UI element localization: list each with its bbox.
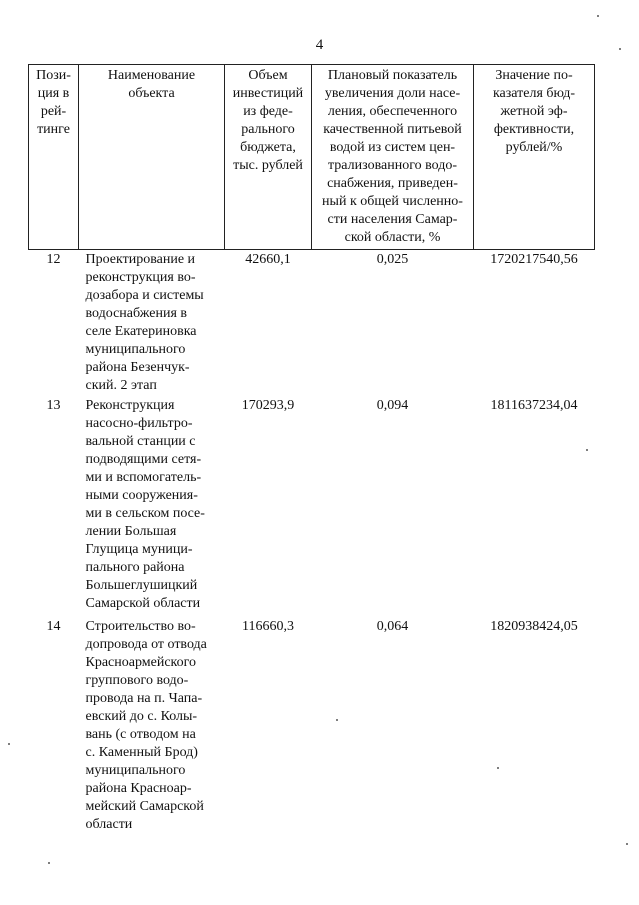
header-position: Пози- ция в рей- тинге [29,65,79,250]
scan-speck [597,15,599,17]
scan-speck [336,719,338,721]
header-efficiency: Значение по- казателя бюд- жетной эф- фективности, рублей/% [474,65,595,250]
rating-table [28,64,595,835]
header-indicator: Плановый показатель увеличения доли насе- ления, обеспеченного качественной питьевой водой из систем цен- трализованного водо- снабжения, приведен- ный к общей численно- сти населения Самар- ской области, % [312,65,474,250]
row-efficiency: 1720217540,56 [490,252,578,267]
table-row [29,250,595,397]
scan-speck [586,449,588,451]
scan-speck [48,862,50,864]
scan-speck [497,767,499,769]
row-position: 13 [46,398,61,413]
row-investment: 170293,9 [241,398,295,413]
row-indicator: 0,094 [376,398,409,413]
header-investment: Объем инвестиций из феде- рального бюджета, тыс. рублей [225,65,312,250]
row-position: 12 [46,252,61,267]
row-object-name: Реконструкция насосно-фильтро- вальной станции с подводящими сетя- ми и вспомогатель- ными сооружения- ми в сельском посе- лении Большая Глущица муници- пального района Большеглушицкий Самарской области [85,398,205,611]
page-number: 4 [315,37,324,53]
row-object-name: Проектирование и реконструкция во- дозабора и системы водоснабжения в селе Екатериновка муниципального района Безенчук- ский. 2 этап [85,252,204,393]
row-position: 14 [46,619,61,634]
row-indicator: 0,064 [376,619,409,634]
row-investment: 116660,3 [242,619,294,634]
scan-speck [619,48,621,50]
table-header-row [29,65,595,250]
row-efficiency: 1811637234,04 [490,398,578,413]
table-row [29,396,595,617]
row-object-name: Строительство во- допровода от отвода Красноармейского группового водо- провода на п. Чапа- евский до с. Колы- вань (с отводом на с. Каменный Брод) муниципального района Красноар- мейский Самарской области [85,619,207,832]
scan-speck [626,843,628,845]
row-investment: 42660,1 [245,252,291,267]
row-efficiency: 1820938424,05 [490,619,578,634]
scan-speck [8,743,10,745]
table-row [29,617,595,835]
header-name: Наименование объекта [79,65,225,250]
row-indicator: 0,025 [376,252,409,267]
